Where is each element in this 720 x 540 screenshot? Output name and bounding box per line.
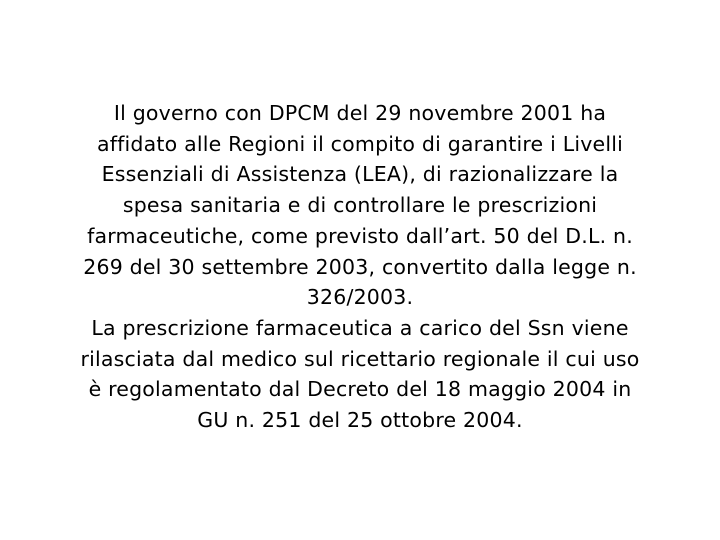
text-line: affidato alle Regioni il compito di garantire i Livelli (96, 131, 624, 156)
body-text (30, 98, 690, 436)
text-line: spesa sanitaria e di controllare le prescrizioni (122, 193, 598, 218)
text-line: è regolamentato dal Decreto del 18 maggio 2004 in (88, 377, 632, 402)
text-line: Essenziali di Assistenza (LEA), di razionalizzare la (101, 162, 619, 187)
text-line: Il governo con DPCM del 29 novembre 2001 ha (113, 101, 607, 125)
text-line: rilasciata dal medico sul ricettario regionale il cui uso (80, 346, 640, 371)
text-line: GU n. 251 del 25 ottobre 2004. (197, 408, 523, 433)
text-line: La prescrizione farmaceutica a carico del Ssn viene (91, 315, 629, 340)
text-line: 269 del 30 settembre 2003, convertito dalla legge n. (83, 254, 637, 279)
text-line: 326/2003. (306, 285, 414, 310)
text-line: farmaceutiche, come previsto dall’art. 50 del D.L. n. (87, 223, 633, 248)
